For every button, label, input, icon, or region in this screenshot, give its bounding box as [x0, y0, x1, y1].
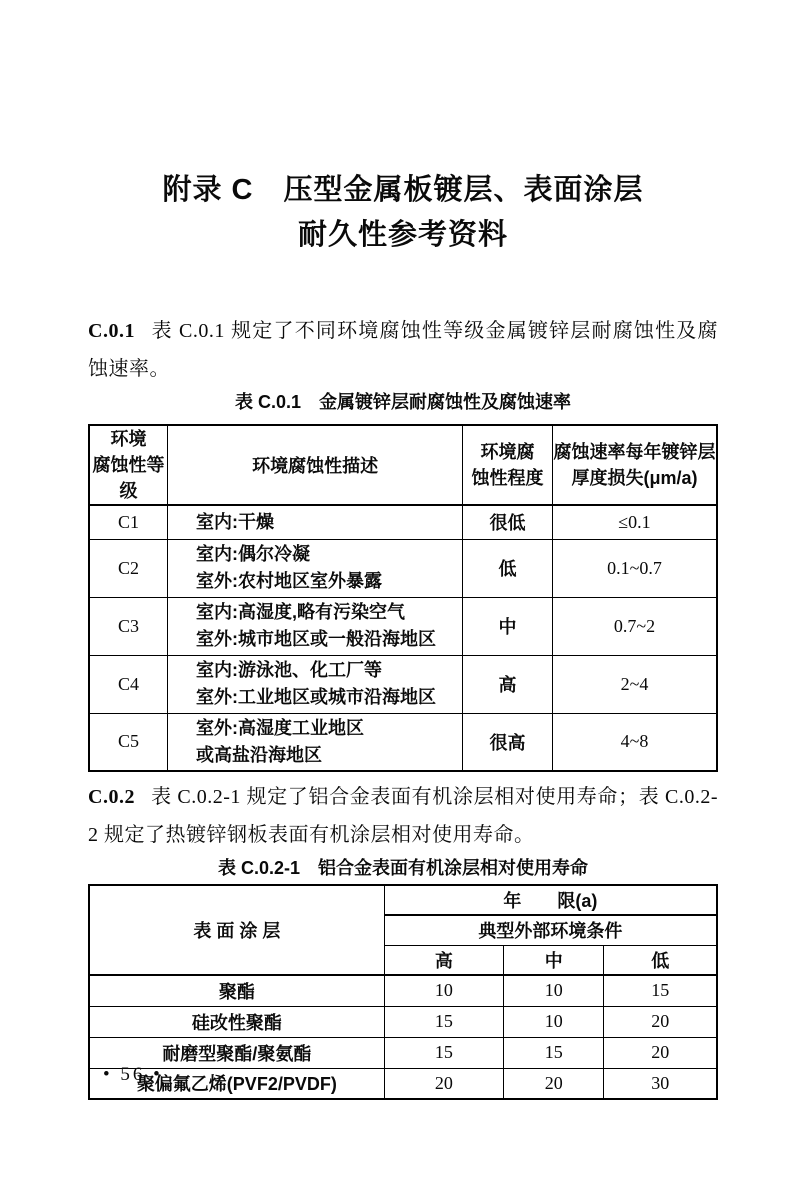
desc-line: 室外:高湿度工业地区: [196, 717, 364, 738]
header-env-degree: [463, 425, 553, 505]
rate-cell: 2~4: [552, 655, 717, 713]
grade-cell: C4: [89, 655, 168, 713]
degree-cell: 高: [463, 655, 553, 713]
desc-cell: [168, 505, 463, 539]
table-row: [89, 1068, 717, 1099]
header-low: 低: [604, 945, 717, 975]
rate-cell: ≤0.1: [552, 505, 717, 539]
table-row: [89, 597, 717, 655]
header-line: 环境: [110, 429, 147, 449]
grade-cell: C3: [89, 597, 168, 655]
desc-line: 室外:工业地区或城市沿海地区: [196, 687, 436, 707]
value-cell-low: 30: [604, 1068, 717, 1099]
clause-c01-label: C.0.1: [88, 320, 135, 342]
desc-line: 室外:农村地区室外暴露: [196, 571, 382, 591]
degree-cell: 低: [463, 539, 553, 597]
value-cell-low: 15: [604, 975, 717, 1006]
header-line: 腐蚀速率每年镀锌层: [553, 442, 716, 462]
table-row: [89, 505, 717, 539]
degree-cell: 中: [463, 597, 553, 655]
value-cell-low: 20: [604, 1006, 717, 1037]
rate-cell: 0.1~0.7: [552, 539, 717, 597]
desc-cell: [168, 713, 463, 771]
value-cell-mid: 10: [503, 975, 603, 1006]
degree-cell: 很低: [463, 505, 553, 539]
rate-cell: 4~8: [552, 713, 717, 771]
header-env-grade: [89, 425, 168, 505]
coating-service-life-table: [88, 884, 718, 1100]
table-header-row: [89, 425, 717, 505]
page-number: • 56 •: [103, 1064, 163, 1085]
table-row: [89, 1037, 717, 1068]
desc-line: 室内:干燥: [196, 511, 274, 532]
table-row: [89, 539, 717, 597]
value-cell-mid: 10: [503, 1006, 603, 1037]
desc-cell: [168, 539, 463, 597]
coating-cell: 硅改性聚酯: [89, 1006, 384, 1037]
clause-c02-text: 表 C.0.2-1 规定了铝合金表面有机涂层相对使用寿命；表 C.0.2-2 规定了热镀锌钢板表面有机涂层相对使用寿命。: [88, 786, 718, 846]
value-cell-low: 20: [604, 1037, 717, 1068]
appendix-title-line2: 耐久性参考资料: [297, 219, 508, 251]
coating-cell: 聚偏氟乙烯(PVF2/PVDF): [89, 1068, 384, 1099]
table-row: [89, 975, 717, 1006]
value-cell-mid: 20: [503, 1068, 603, 1099]
table-header-row: [89, 885, 717, 915]
value-cell-high: 20: [384, 1068, 503, 1099]
page-content: [88, 0, 718, 1100]
desc-line: 室内:偶尔冷凝: [196, 544, 310, 564]
coating-cell: 聚酯: [89, 975, 384, 1006]
desc-cell: [168, 597, 463, 655]
header-surface-coating: 表 面 涂 层: [89, 885, 384, 975]
value-cell-high: 15: [384, 1006, 503, 1037]
grade-cell: C1: [89, 505, 168, 539]
desc-line: 或高盐沿海地区: [196, 744, 322, 765]
table-row: [89, 655, 717, 713]
header-typical-environment: 典型外部环境条件: [384, 915, 717, 945]
header-line: 厚度损失(μm/a): [571, 468, 698, 488]
header-line: 环境腐: [480, 442, 535, 462]
clause-c02: [88, 778, 718, 854]
table-c01-caption: 表 C.0.1 金属镀锌层耐腐蚀性及腐蚀速率: [234, 392, 572, 412]
zinc-coating-corrosion-table: [88, 424, 718, 772]
clause-c01-text: 表 C.0.1 规定了不同环境腐蚀性等级金属镀锌层耐腐蚀性及腐蚀速率。: [88, 320, 718, 380]
header-corrosion-rate: [552, 425, 717, 505]
table-row: [89, 1006, 717, 1037]
grade-cell: C2: [89, 539, 168, 597]
header-year-limit: 年 限(a): [384, 885, 717, 915]
table-row: [89, 713, 717, 771]
appendix-title-line1: 附录 C 压型金属板镀层、表面涂层: [162, 174, 644, 206]
degree-cell: 很高: [463, 713, 553, 771]
desc-line: 室内:游泳池、化工厂等: [196, 660, 382, 680]
grade-cell: C5: [89, 713, 168, 771]
table-c02-1-caption: 表 C.0.2-1 铝合金表面有机涂层相对使用寿命: [217, 858, 589, 878]
clause-c01: [88, 312, 718, 388]
header-mid: 中: [503, 945, 603, 975]
desc-cell: [168, 655, 463, 713]
value-cell-mid: 15: [503, 1037, 603, 1068]
value-cell-high: 10: [384, 975, 503, 1006]
header-high: 高: [384, 945, 503, 975]
desc-line: 室外:城市地区或一般沿海地区: [196, 629, 436, 649]
header-env-description: 环境腐蚀性描述: [168, 425, 463, 505]
coating-cell: 耐磨型聚酯/聚氨酯: [89, 1037, 384, 1068]
header-line: 腐蚀性等级: [92, 455, 165, 501]
value-cell-high: 15: [384, 1037, 503, 1068]
desc-line: 室内:高湿度,略有污染空气: [196, 602, 405, 622]
rate-cell: 0.7~2: [552, 597, 717, 655]
clause-c02-label: C.0.2: [88, 786, 135, 808]
appendix-title: [88, 168, 718, 258]
header-line: 蚀性程度: [471, 468, 544, 488]
